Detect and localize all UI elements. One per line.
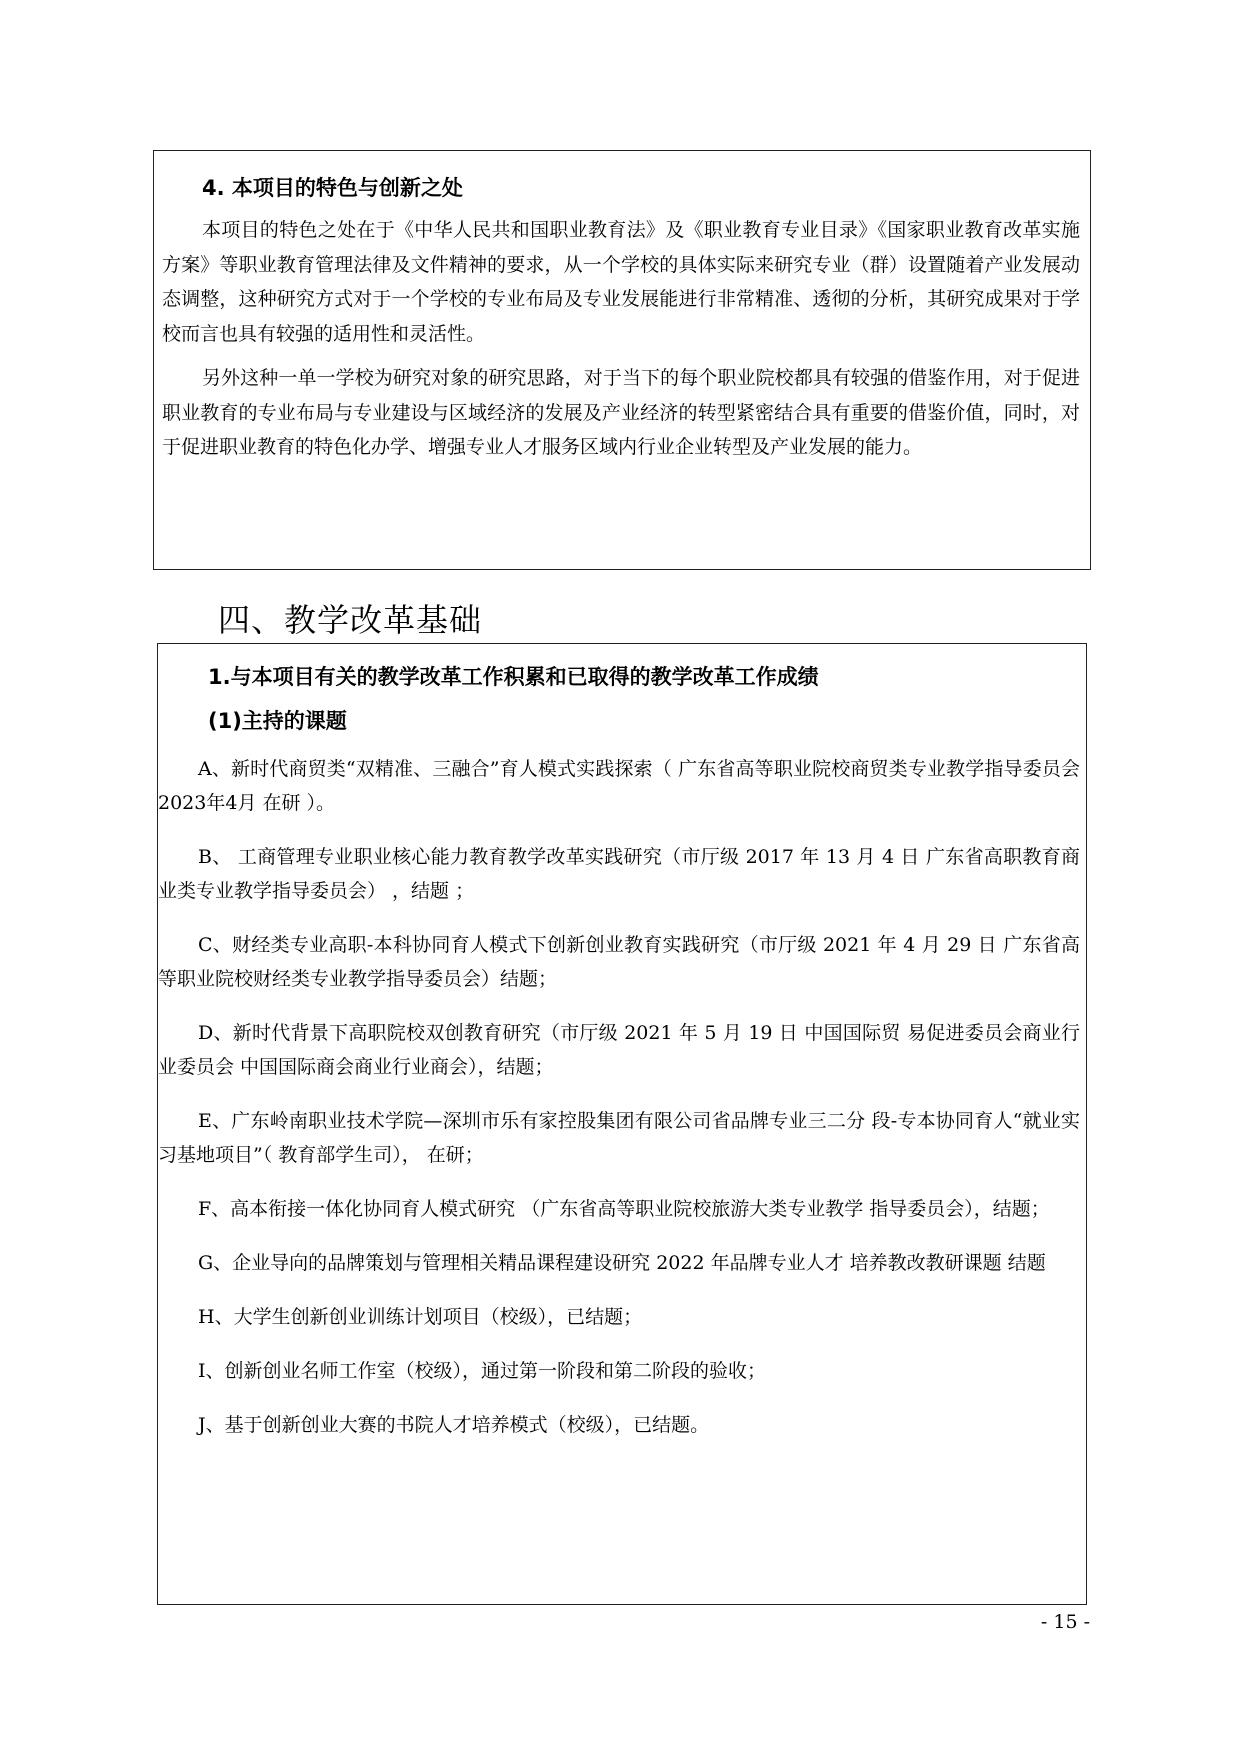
section-4-title: 4. 本项目的特色与创新之处 (202, 176, 463, 200)
chapter-heading: 四、教学改革基础 (218, 601, 483, 639)
project-item-d: D、新时代背景下高职院校双创教育研究（市厅级 2021 年 5 月 19 日 中国国际贸 易促进委员会商业行业委员会 中国国际商会商业行业商会），结题； (158, 1022, 1080, 1078)
project-item-b: B、 工商管理专业职业核心能力教育教学改革实践研究（市厅级 2017 年 13 月 4 日 广东省高职教育商业类专业教学指导委员会） ，结题 ； (158, 846, 1080, 902)
section-4-paragraph-1: 本项目的特色之处在于《中华人民共和国职业教育法》及《职业教育专业目录》《国家职业教育改革实施方案》等职业教育管理法律及文件精神的要求，从一个学校的具体实际来研究专业（群）设置随着产业发展动态调整，这种研究方式对于一个学校的专业布局及专业发展能进行非常精准、透彻的分析，其研究成果对于学校而言也具有较强的适用性和灵活性。 (162, 219, 1080, 345)
page-number: - 15 - (1040, 1611, 1090, 1633)
project-item-h: H、大学生创新创业训练计划项目（校级），已结题； (198, 1306, 643, 1328)
project-item-g: G、企业导向的品牌策划与管理相关精品课程建设研究 2022 年品牌专业人才 培养教改教研课题 结题 (198, 1252, 1046, 1274)
section-4-paragraph-2: 另外这种一单一学校为研究对象的研究思路，对于当下的每个职业院校都具有较强的借鉴作用，对于促进职业教育的专业布局与专业建设与区域经济的发展及产业经济的转型紧密结合具有重要的借鉴价值，同时，对于促进职业教育的特色化办学、增强专业人才服务区域内行业企业转型及产业发展的能力。 (162, 367, 1080, 458)
project-item-c: C、财经类专业高职-本科协同育人模式下创新创业教育实践研究（市厅级 2021 年 4 月 29 日 广东省高等职业院校财经类专业教学指导委员会）结题； (158, 934, 1080, 990)
project-item-a: A、新时代商贸类“双精准、三融合”育人模式实践探索（ 广东省高等职业院校商贸类专业教学指导委员会 2023年4月 在研 ）。 (158, 758, 1080, 814)
reform-subtitle: (1)主持的课题 (208, 709, 347, 733)
project-item-j: J、基于创新创业大赛的书院人才培养模式（校级），已结题。 (198, 1414, 710, 1436)
reform-foundation-box (157, 643, 1087, 1605)
section-4-box (153, 150, 1091, 570)
project-item-f: F、高本衔接一体化协同育人模式研究 （广东省高等职业院校旅游大类专业教学 指导委员会），结题； (198, 1198, 1050, 1220)
project-item-i: I、创新创业名师工作室（校级），通过第一阶段和第二阶段的验收； (198, 1360, 767, 1382)
project-item-e: E、广东岭南职业技术学院—深圳市乐有家控股集团有限公司省品牌专业三二分 段-专本协同育人“就业实习基地项目”（ 教育部学生司）， 在研； (158, 1110, 1080, 1166)
reform-title: 1.与本项目有关的教学改革工作积累和已取得的教学改革工作成绩 (208, 665, 819, 689)
